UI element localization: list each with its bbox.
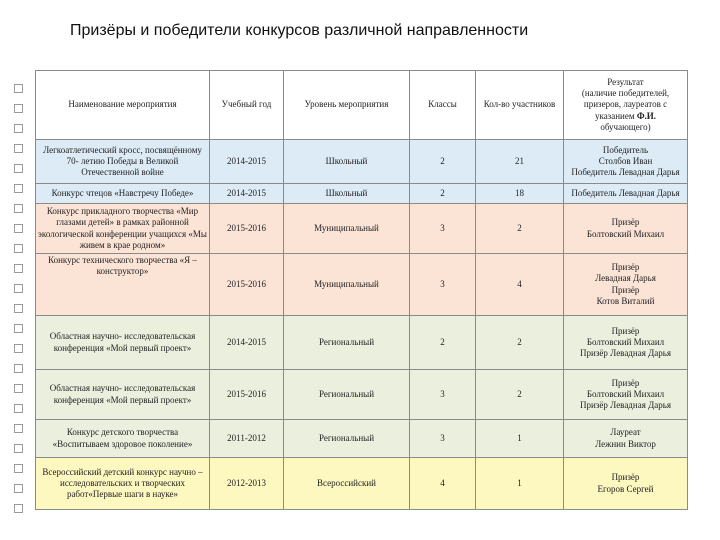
cell-grades: 4 xyxy=(410,458,476,510)
result-line: Призёр xyxy=(611,377,640,388)
cell-level: Муниципальный xyxy=(284,254,410,316)
cell-year: 2015-2016 xyxy=(210,370,284,420)
table-row xyxy=(36,140,688,184)
cell-count: 21 xyxy=(476,140,564,184)
bullet-square xyxy=(14,204,23,213)
cell-result xyxy=(564,140,688,184)
result-line: Призёр Левадная Дарья xyxy=(580,400,671,411)
bullet-square xyxy=(14,144,23,153)
cell-name: Областная научно- исследовательская конференция «Мой первый проект» xyxy=(36,370,210,420)
column-header-result xyxy=(564,71,688,140)
cell-year: 2012-2013 xyxy=(210,458,284,510)
slide-title: Призёры и победители конкурсов различной направленности xyxy=(70,22,529,39)
bullet-square xyxy=(14,84,23,93)
result-line: Котов Виталий xyxy=(596,295,655,306)
result-line: Лауреат xyxy=(610,427,641,438)
cell-year: 2014-2015 xyxy=(210,316,284,370)
cell-result xyxy=(564,254,688,316)
cell-result xyxy=(564,370,688,420)
cell-year: 2015-2016 xyxy=(210,204,284,254)
result-line: Победитель Левадная Дарья xyxy=(571,187,680,198)
cell-name: Конкурс прикладного творчества «Мир глазами детей» в рамках районной экологической конференции учащихся «Мы живем в крае родном» xyxy=(36,204,210,254)
cell-year: 2015-2016 xyxy=(210,254,284,316)
result-header-bold: Ф.И. xyxy=(636,110,657,121)
result-header-line xyxy=(566,111,685,122)
cell-level: Школьный xyxy=(284,140,410,184)
cell-count: 1 xyxy=(476,458,564,510)
result-line: Болтовский Михаил xyxy=(586,228,665,239)
result-line: Призёр Левадная Дарья xyxy=(580,348,671,359)
cell-count: 2 xyxy=(476,316,564,370)
cell-level: Школьный xyxy=(284,184,410,204)
bullet-square xyxy=(14,424,23,433)
result-line: Егоров Сергей xyxy=(597,483,654,494)
cell-grades: 3 xyxy=(410,204,476,254)
cell-level: Региональный xyxy=(284,420,410,458)
cell-name: Конкурс детского творчества «Воспитываем здоровое поколение» xyxy=(36,420,210,458)
cell-level: Региональный xyxy=(284,370,410,420)
bullet-square xyxy=(14,464,23,473)
table-header-row xyxy=(36,71,688,140)
bullet-square xyxy=(14,324,23,333)
cell-grades: 3 xyxy=(410,370,476,420)
table-row xyxy=(36,370,688,420)
bullet-square xyxy=(14,284,23,293)
cell-count: 2 xyxy=(476,370,564,420)
cell-year: 2014-2015 xyxy=(210,140,284,184)
result-line: Победитель xyxy=(602,144,649,155)
table-row xyxy=(36,184,688,204)
bullet-square xyxy=(14,364,23,373)
result-header-line: обучающего) xyxy=(600,121,651,132)
bullet-square xyxy=(14,304,23,313)
result-line: Призёр xyxy=(611,325,640,336)
table-row xyxy=(36,254,688,316)
bullet-square xyxy=(14,164,23,173)
bullet-square xyxy=(14,404,23,413)
result-header-line: призеров, лауреатов с xyxy=(583,99,668,110)
cell-result xyxy=(564,184,688,204)
result-header-text: указанием xyxy=(594,110,635,121)
result-header-line: Результат xyxy=(607,76,644,87)
result-line: Призёр xyxy=(611,284,640,295)
bullet-square xyxy=(14,344,23,353)
table-row xyxy=(36,420,688,458)
result-line: Столбов Иван xyxy=(598,155,653,166)
bullet-square xyxy=(14,444,23,453)
result-line: Левадная Дарья xyxy=(595,273,656,284)
table-row xyxy=(36,316,688,370)
result-header-line: (наличие победителей, xyxy=(581,88,670,99)
cell-grades: 3 xyxy=(410,254,476,316)
cell-result xyxy=(564,316,688,370)
cell-result xyxy=(564,204,688,254)
cell-result xyxy=(564,420,688,458)
column-header-count: Кол-во участников xyxy=(476,71,564,140)
cell-level: Региональный xyxy=(284,316,410,370)
column-header-level: Уровень мероприятия xyxy=(284,71,410,140)
cell-name: Конкурс чтецов «Навстречу Победе» xyxy=(36,184,210,204)
bullet-square xyxy=(14,244,23,253)
bullet-square xyxy=(14,264,23,273)
cell-count: 2 xyxy=(476,204,564,254)
cell-name: Легкоатлетический кросс, посвящённому 70- летию Победы в Великой Отечественной войне xyxy=(36,140,210,184)
cell-count: 18 xyxy=(476,184,564,204)
bullet-square xyxy=(14,184,23,193)
cell-result xyxy=(564,458,688,510)
bullet-square xyxy=(14,104,23,113)
column-header-year: Учебный год xyxy=(210,71,284,140)
cell-grades: 3 xyxy=(410,420,476,458)
column-header-grades: Классы xyxy=(410,71,476,140)
cell-name: Областная научно- исследовательская конференция «Мой первый проект» xyxy=(36,316,210,370)
result-line: Призёр xyxy=(611,217,640,228)
cell-count: 4 xyxy=(476,254,564,316)
result-line: Болтовский Михаил xyxy=(586,336,665,347)
cell-grades: 2 xyxy=(410,140,476,184)
bullet-square xyxy=(14,224,23,233)
table-row xyxy=(36,204,688,254)
result-line: Болтовский Михаил xyxy=(586,388,665,399)
cell-grades: 2 xyxy=(410,184,476,204)
result-line: Лежнин Виктор xyxy=(595,438,656,449)
cell-grades: 2 xyxy=(410,316,476,370)
result-line: Призёр xyxy=(611,262,640,272)
column-header-name: Наименование мероприятия xyxy=(36,71,210,140)
table-row xyxy=(36,458,688,510)
cell-year: 2011-2012 xyxy=(210,420,284,458)
bullet-square xyxy=(14,124,23,133)
result-line: Победитель Левадная Дарья xyxy=(571,167,680,178)
cell-level: Всероссийский xyxy=(284,458,410,510)
cell-name: Всероссийский детский конкурс научно –исследовательских и творческих работ«Первые шаги в науке» xyxy=(36,458,210,510)
bullet-square xyxy=(14,384,23,393)
cell-count: 1 xyxy=(476,420,564,458)
cell-level: Муниципальный xyxy=(284,204,410,254)
awards-table xyxy=(35,70,688,510)
cell-name: Конкурс технического творчества «Я – конструктор» xyxy=(36,254,210,316)
result-line: Призёр xyxy=(611,472,640,483)
cell-year: 2014-2015 xyxy=(210,184,284,204)
bullet-square xyxy=(14,504,23,513)
bullet-square xyxy=(14,484,23,493)
